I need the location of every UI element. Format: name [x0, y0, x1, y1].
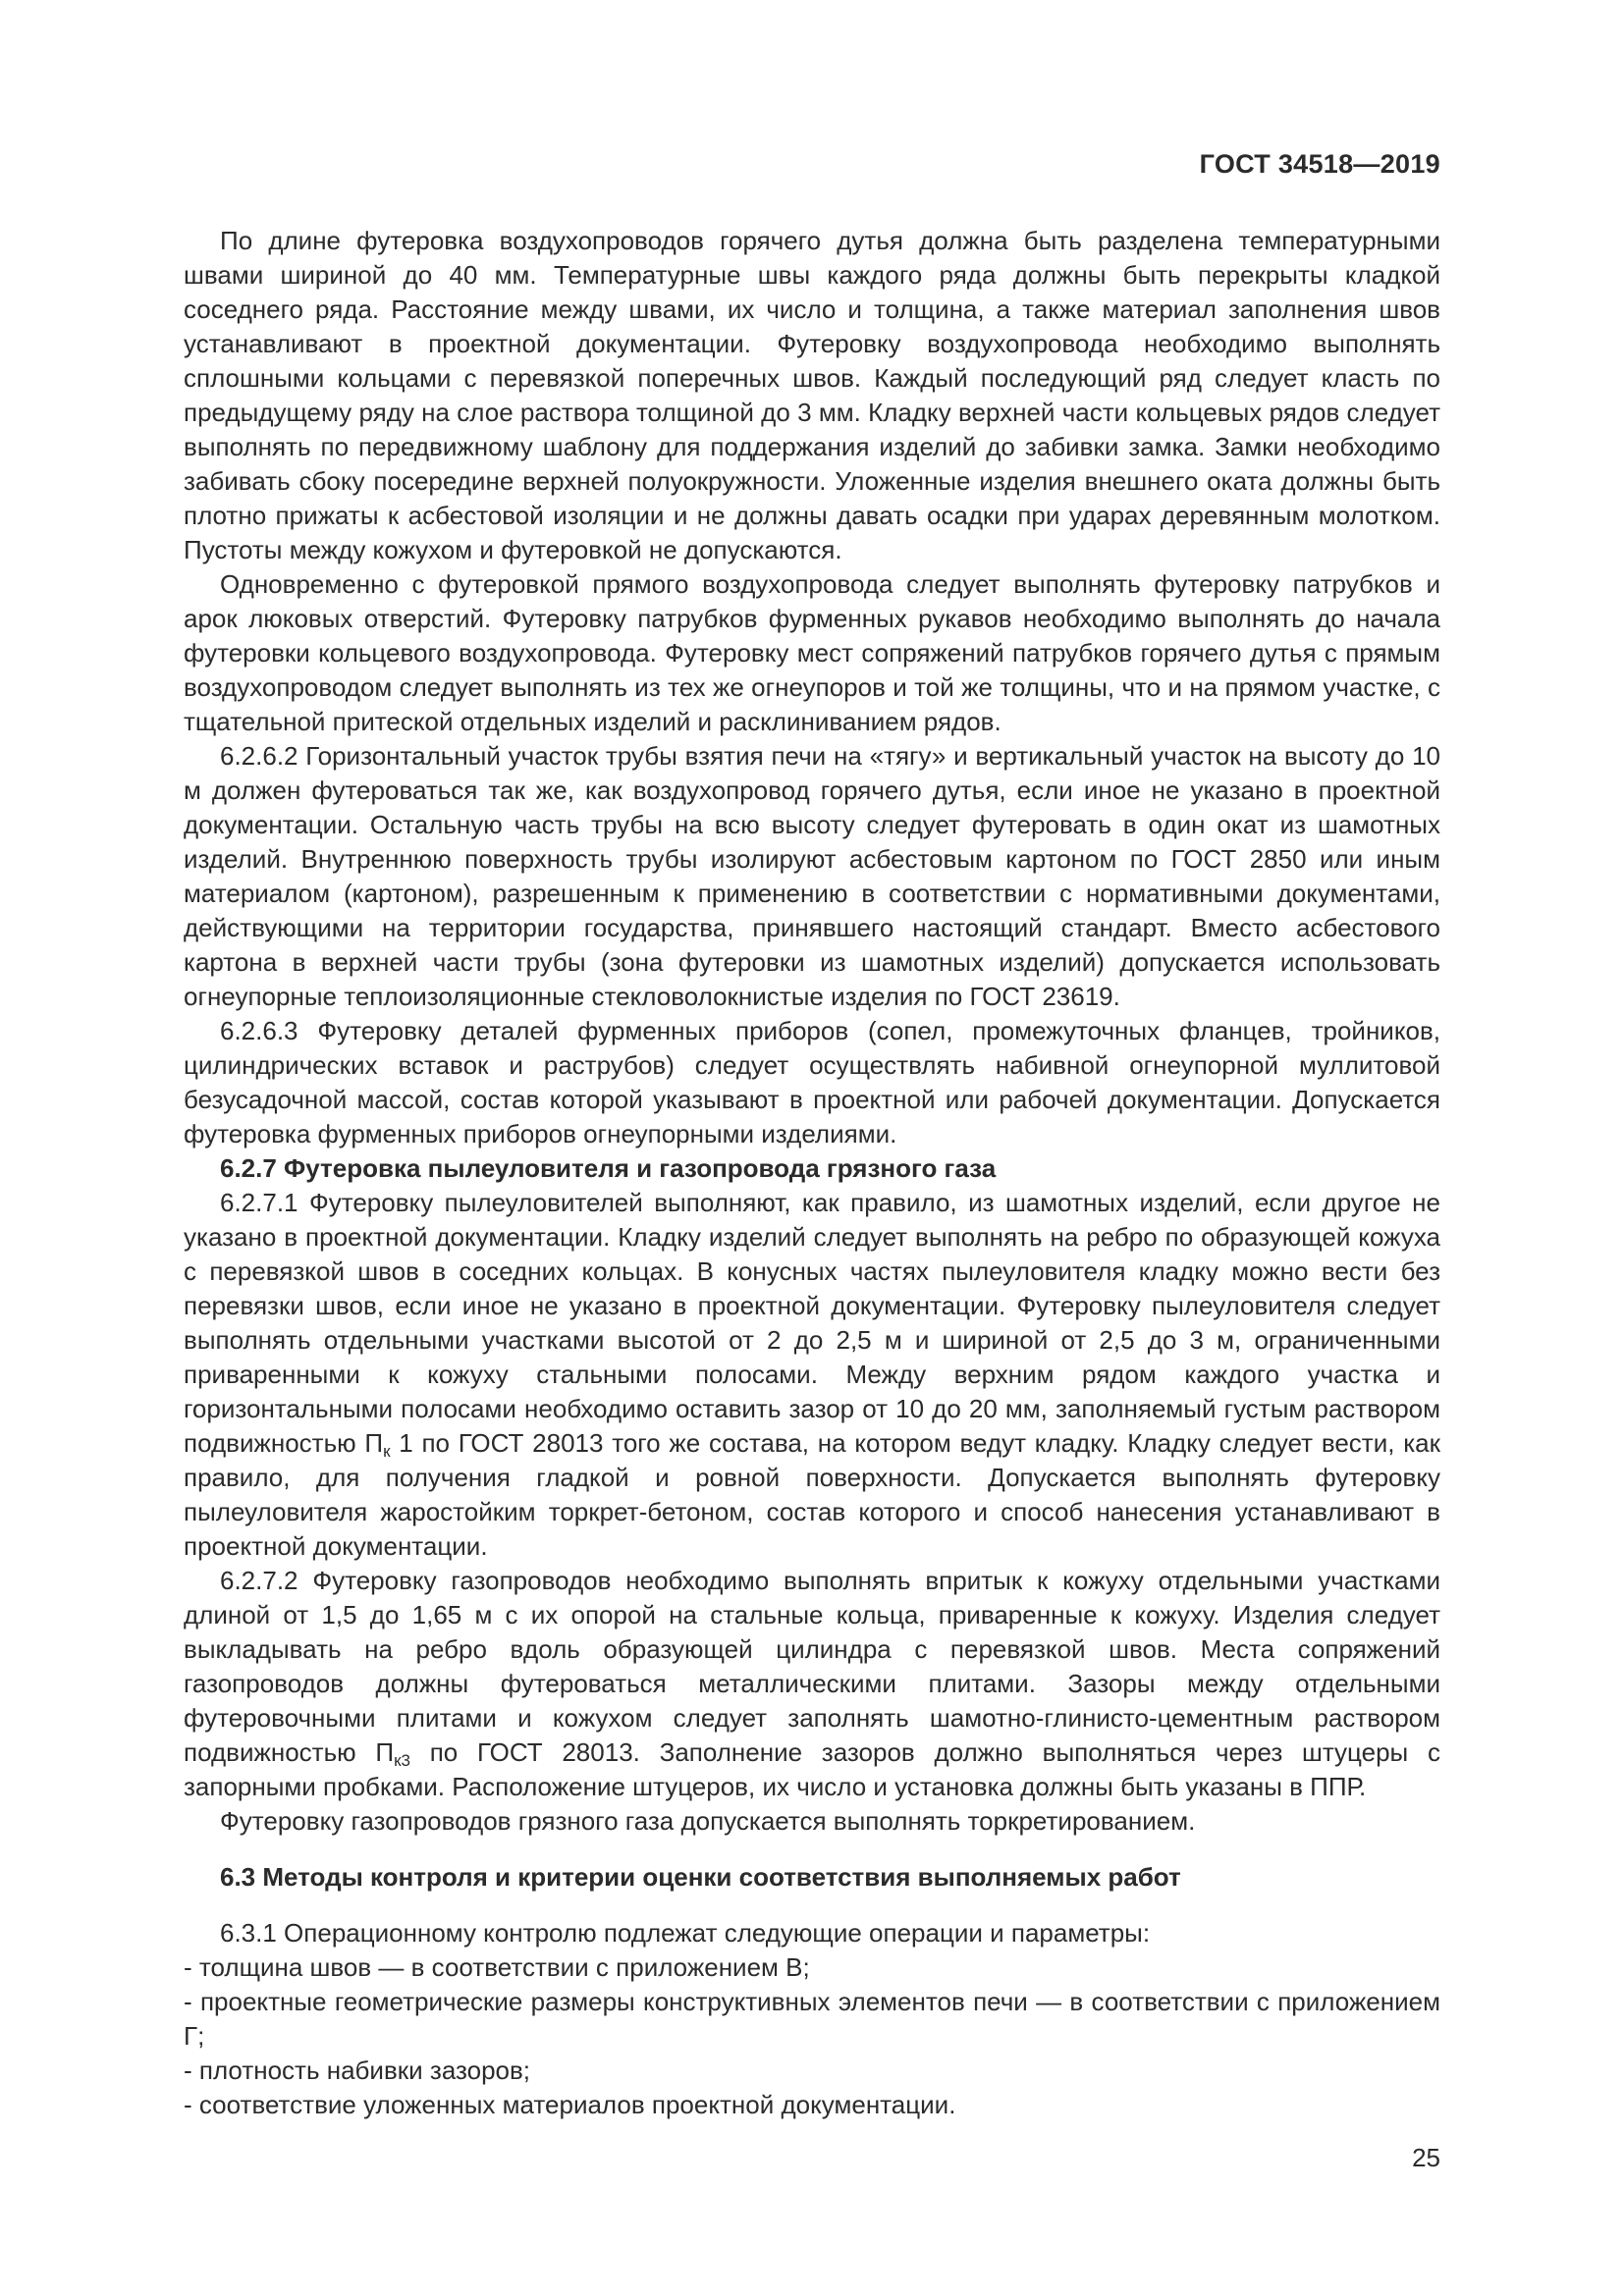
- standard-designation: ГОСТ 34518—2019: [1199, 149, 1440, 179]
- text-run: по ГОСТ 28013. Заполнение зазоров должно выполняться через штуцеры с запорными пробками. Расположение штуцеров, их число и установка должны быть указаны в ППР.: [184, 1737, 1440, 1801]
- paragraph-6-3-1: 6.3.1 Операционному контролю подлежат следующие операции и параметры:: [220, 1918, 1151, 1948]
- subscript: к: [383, 1442, 391, 1461]
- list-item: - плотность набивки зазоров;: [184, 2054, 1440, 2088]
- paragraph-6-2-7-1: [184, 1186, 1440, 1564]
- text-run: 6.2.7.1 Футеровку пылеуловителей выполняют, как правило, из шамотных изделий, если другое не указано в проектной документации. Кладку изделий следует выполнять на ребро по образующей кожуха с перевязкой швов в соседних кольцах. В конусных частях пылеуловителя кладку можно вести без перевязки швов, если иное не указано в проектной документации. Футеровку пылеуловителя следует выполнять отдельными участками высотой от 2 до 2,5 м и шириной от 2,5 до 3 м, ограниченными приваренными к кожуху стальными полосами. Между верхним рядом каждого участка и горизонтальными полосами необходимо оставить зазор от 10 до 20 мм, заполняемый густым раствором подвижностью П: [184, 1188, 1440, 1458]
- section-heading-6-3: 6.3 Методы контроля и критерии оценки соответствия выполняемых работ: [220, 1862, 1181, 1892]
- document-body: [184, 224, 1440, 2122]
- paragraph-6-2-6-3: 6.2.6.3 Футеровку деталей фурменных приборов (сопел, промежуточных фланцев, тройников, цилиндрических вставок и раструбов) следует осуществлять набивной огнеупорной муллитовой безусадочной массой, состав которой указывают в проектной или рабочей документации. Допускается футеровка фурменных приборов огнеупорными изделиями.: [184, 1016, 1440, 1148]
- text-run: 6.2.7.2 Футеровку газопроводов необходимо выполнять впритык к кожуху отдельными участками длиной от 1,5 до 1,65 м с их опорой на стальные кольца, приваренные к кожуху. Изделия следует выкладывать на ребро вдоль образующей цилиндра с перевязкой швов. Места сопряжений газопроводов должны футероваться металлическими плитами. Зазоры между отдельными футеровочными плитами и кожухом следует заполнять шамотно-глинисто-цементным раствором подвижностью П: [184, 1566, 1440, 1767]
- paragraph: Одновременно с футеровкой прямого воздухопровода следует выполнять футеровку патрубков и арок люковых отверстий. Футеровку патрубков фурменных рукавов необходимо выполнять до начала футеровки кольцевого воздухопровода. Футеровку мест сопряжений патрубков горячего дутья с прямым воздухопроводом следует выполнять из тех же огнеупоров и той же толщины, что и на прямом участке, с тщательной притеской отдельных изделий и расклиниванием рядов.: [184, 569, 1440, 736]
- list-item: - соответствие уложенных материалов проектной документации.: [184, 2088, 1440, 2122]
- list-item: - проектные геометрические размеры конструктивных элементов печи — в соответствии с приложением Г;: [184, 1985, 1440, 2054]
- paragraph-6-2-6-2: 6.2.6.2 Горизонтальный участок трубы взятия печи на «тягу» и вертикальный участок на высоту до 10 м должен футероваться так же, как воздухопровод горячего дутья, если иное не указано в проектной документации. Остальную часть трубы на всю высоту следует футеровать в один окат из шамотных изделий. Внутреннюю поверхность трубы изолируют асбестовым картоном по ГОСТ 2850 или иным материалом (картоном), разрешенным к применению в соответствии с нормативными документами, действующими на территории государства, принявшего настоящий стандарт. Вместо асбестового картона в верхней части трубы (зона футеровки из шамотных изделий) допускается использовать огнеупорные теплоизоляционные стекловолокнистые изделия по ГОСТ 23619.: [184, 741, 1440, 1011]
- subscript: к3: [394, 1751, 410, 1770]
- section-heading-6-2-7: 6.2.7 Футеровка пылеуловителя и газопровода грязного газа: [220, 1153, 997, 1183]
- paragraph-6-2-7-2: [184, 1564, 1440, 1804]
- paragraph: По длине футеровка воздухопроводов горячего дутья должна быть разделена температурными швами шириной до 40 мм. Температурные швы каждого ряда должны быть перекрыты кладкой соседнего ряда. Расстояние между швами, их число и толщина, а также материал заполнения швов устанавливают в проектной документации. Футеровку воздухопровода необходимо выполнять сплошными кольцами с перевязкой поперечных швов. Каждый последующий ряд следует класть по предыдущему ряду на слое раствора толщиной до 3 мм. Кладку верхней части кольцевых рядов следует выполнять по передвижному шаблону для поддержания изделий до забивки замка. Замки необходимо забивать сбоку посередине верхней полуокружности. Уложенные изделия внешнего оката должны быть плотно прижаты к асбестовой изоляции и не должны давать осадки при ударах деревянным молотком. Пустоты между кожухом и футеровкой не допускаются.: [184, 226, 1440, 564]
- list-item: - толщина швов — в соответствии с приложением В;: [184, 1950, 1440, 1985]
- paragraph: Футеровку газопроводов грязного газа допускается выполнять торкретированием.: [220, 1806, 1196, 1836]
- page-number: 25: [1412, 2143, 1440, 2172]
- text-run: 1 по ГОСТ 28013 того же состава, на котором ведут кладку. Кладку следует вести, как правило, для получения гладкой и ровной поверхности. Допускается выполнять футеровку пылеуловителя жаростойким торкрет-бетоном, состав которого и способ нанесения устанавливают в проектной документации.: [184, 1428, 1440, 1561]
